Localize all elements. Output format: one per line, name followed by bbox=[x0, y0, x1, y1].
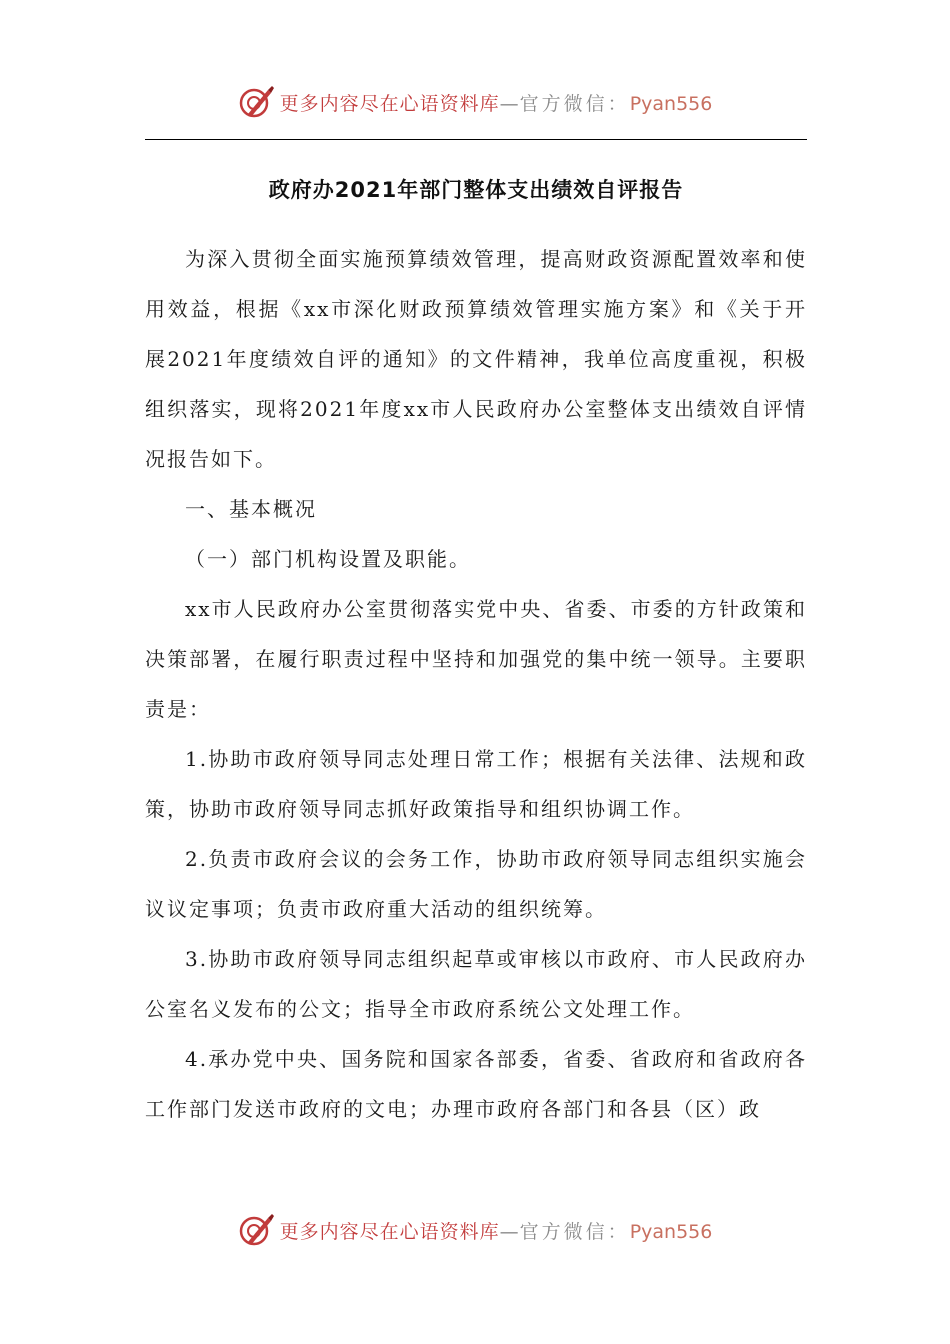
banner-wechat-id: Pyan556 bbox=[629, 1220, 713, 1243]
banner-separator: — bbox=[499, 1220, 520, 1243]
footer-banner bbox=[0, 1208, 950, 1252]
banner-text bbox=[280, 89, 713, 116]
list-item: 3.协助市政府领导同志组织起草或审核以市政府、市人民政府办公室名义发布的公文；指导全市政府系统公文处理工作。 bbox=[145, 947, 807, 1021]
banner-main-text: 更多内容尽在心语资料库 bbox=[279, 1220, 500, 1243]
document-title: 政府办2021年部门整体支出绩效自评报告 bbox=[268, 178, 684, 202]
banner-wechat-label: 官方微信： bbox=[519, 92, 630, 115]
paragraph: xx市人民政府办公室贯彻落实党中央、省委、市委的方针政策和决策部署，在履行职责过程中坚持和加强党的集中统一领导。主要职责是： bbox=[145, 597, 807, 721]
paragraph: 为深入贯彻全面实施预算绩效管理，提高财政资源配置效率和使用效益，根据《xx市深化财政预算绩效管理实施方案》和《关于开展2021年度绩效自评的通知》的文件精神，我单位高度重视，积极组织落实，现将2021年度xx市人民政府办公室整体支出绩效自评情况报告如下。 bbox=[145, 247, 807, 471]
list-item: 4.承办党中央、国务院和国家各部委，省委、省政府和省政府各工作部门发送市政府的文电；办理市政府各部门和各县（区）政 bbox=[145, 1047, 807, 1121]
subsection-heading: （一）部门机构设置及职能。 bbox=[185, 547, 471, 571]
list-item: 2.负责市政府会议的会务工作，协助市政府领导同志组织实施会议议定事项；负责市政府重大活动的组织统筹。 bbox=[145, 847, 807, 921]
pen-logo-icon bbox=[238, 84, 274, 120]
pen-logo-icon bbox=[238, 1212, 274, 1248]
section-heading: 一、基本概况 bbox=[185, 497, 317, 521]
header-banner bbox=[0, 80, 950, 124]
banner-wechat-label: 官方微信： bbox=[519, 1220, 630, 1243]
header-rule bbox=[145, 139, 807, 140]
banner-separator: — bbox=[499, 92, 520, 115]
banner-text bbox=[280, 1217, 713, 1244]
document-body bbox=[145, 234, 807, 1134]
banner-main-text: 更多内容尽在心语资料库 bbox=[279, 92, 500, 115]
banner-wechat-id: Pyan556 bbox=[629, 92, 713, 115]
list-item: 1.协助市政府领导同志处理日常工作；根据有关法律、法规和政策，协助市政府领导同志抓好政策指导和组织协调工作。 bbox=[145, 747, 807, 821]
